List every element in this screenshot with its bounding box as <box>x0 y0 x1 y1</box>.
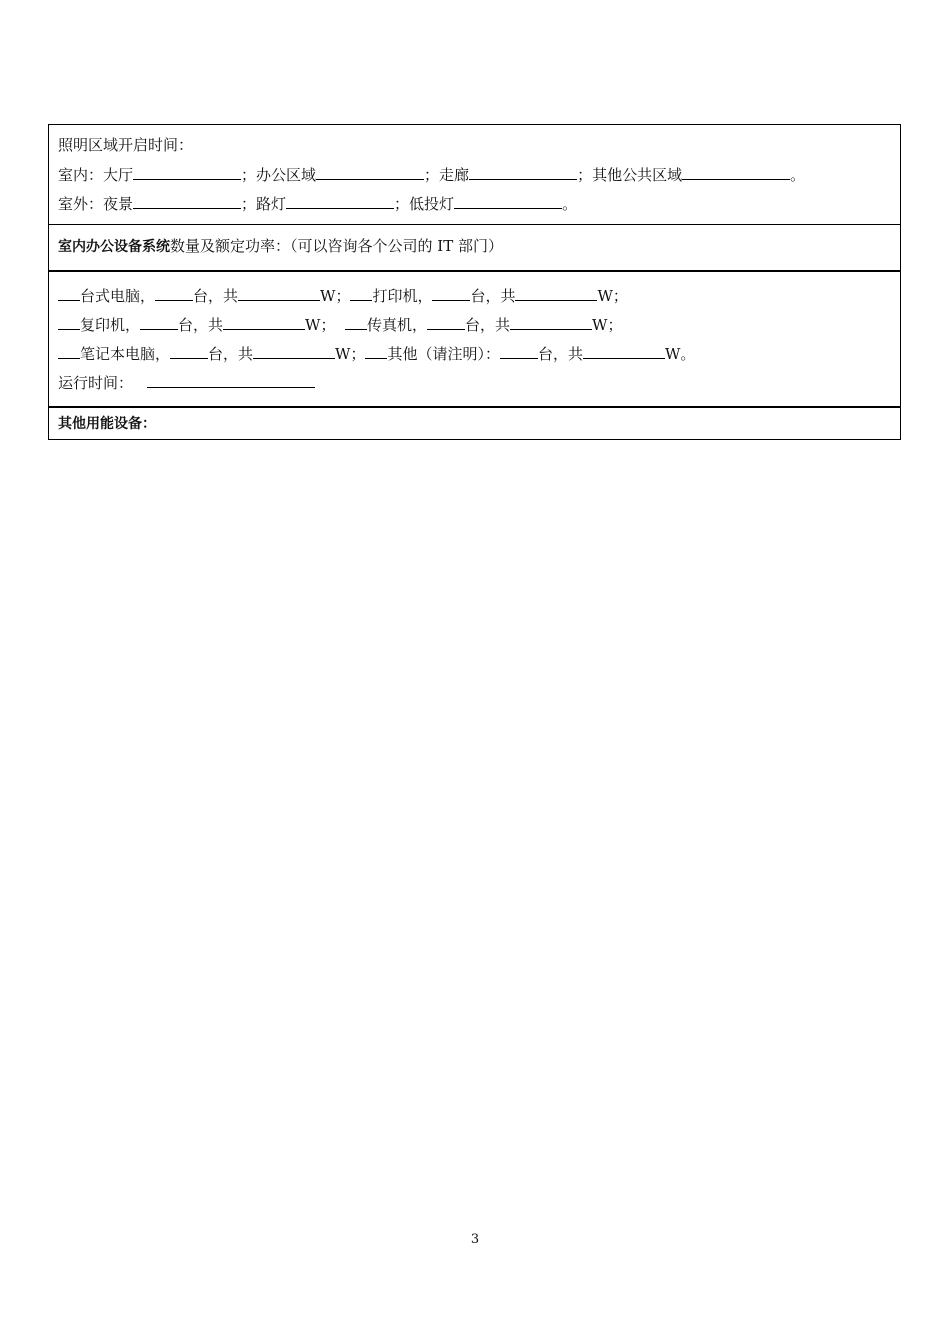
other-units-label: 台，共 <box>537 345 583 363</box>
office-header-rest: 数量及额定功率：（可以咨询各个公司的 IT 部门） <box>170 237 503 255</box>
low-projector-time-field[interactable] <box>454 193 562 209</box>
indoor-lighting-line <box>58 164 900 193</box>
printer-units-label: 台，共 <box>470 287 516 305</box>
other-units-field[interactable] <box>500 343 538 359</box>
street-light-time-field[interactable] <box>286 193 394 209</box>
outdoor-end-punct: 。 <box>562 195 578 213</box>
outdoor-label: 室外： <box>58 195 104 213</box>
laptop-label: 笔记本电脑， <box>80 345 171 363</box>
desktop-count-field[interactable] <box>58 285 80 301</box>
printer-units-field[interactable] <box>432 285 470 301</box>
copier-count-field[interactable] <box>58 314 80 330</box>
street-light-label: ；路灯 <box>241 195 287 213</box>
desktop-power-field[interactable] <box>238 285 320 301</box>
copier-power-field[interactable] <box>223 314 305 330</box>
corridor-label: ；走廊 <box>424 166 470 184</box>
lighting-header: 照明区域开启时间： <box>58 136 194 154</box>
page-number: 3 <box>470 1232 480 1247</box>
office-equipment-body <box>49 272 900 408</box>
copier-label: 复印机， <box>80 316 141 334</box>
office-equipment-header <box>49 225 900 272</box>
runtime-label: 运行时间： <box>58 374 134 392</box>
night-scene-label: 夜景 <box>103 195 134 213</box>
laptop-power-field[interactable] <box>253 343 335 359</box>
other-equipment-label: 其他（请注明）： <box>387 345 500 363</box>
laptop-count-field[interactable] <box>58 343 80 359</box>
other-equipment-header: 其他用能设备： <box>58 416 156 432</box>
runtime-line <box>58 372 900 401</box>
copier-units-field[interactable] <box>140 314 178 330</box>
printer-watt-label: W； <box>597 287 628 305</box>
fax-units-label: 台，共 <box>465 316 511 334</box>
indoor-label: 室内： <box>58 166 104 184</box>
fax-power-field[interactable] <box>510 314 592 330</box>
office-header-bold: 室内办公设备系统 <box>58 239 170 255</box>
office-area-label: ；办公区域 <box>241 166 317 184</box>
hall-time-field[interactable] <box>133 164 241 180</box>
copier-watt-label: W； <box>305 316 336 334</box>
printer-power-field[interactable] <box>515 285 597 301</box>
outdoor-lighting-line <box>58 193 900 222</box>
other-power-field[interactable] <box>583 343 665 359</box>
office-row-1 <box>58 285 900 314</box>
fax-units-field[interactable] <box>427 314 465 330</box>
other-equipment-section <box>49 408 900 439</box>
office-area-time-field[interactable] <box>316 164 424 180</box>
other-count-field[interactable] <box>365 343 387 359</box>
energy-survey-form <box>48 124 901 440</box>
low-projector-label: ；低投灯 <box>394 195 455 213</box>
other-watt-label: W。 <box>664 345 696 363</box>
desktop-units-label: 台，共 <box>193 287 239 305</box>
other-public-area-label: ；其他公共区域 <box>577 166 683 184</box>
lighting-section <box>49 125 900 225</box>
desktop-label: 台式电脑， <box>80 287 156 305</box>
hall-label: 大厅 <box>103 166 134 184</box>
copier-units-label: 台，共 <box>178 316 224 334</box>
laptop-watt-label: W； <box>335 345 366 363</box>
printer-count-field[interactable] <box>350 285 372 301</box>
indoor-end-punct: 。 <box>790 166 806 184</box>
fax-watt-label: W； <box>592 316 623 334</box>
other-public-area-time-field[interactable] <box>682 164 790 180</box>
office-row-3 <box>58 343 900 372</box>
fax-count-field[interactable] <box>345 314 367 330</box>
printer-label: 打印机， <box>372 287 433 305</box>
laptop-units-field[interactable] <box>170 343 208 359</box>
laptop-units-label: 台，共 <box>208 345 254 363</box>
runtime-field[interactable] <box>147 372 315 388</box>
fax-label: 传真机， <box>367 316 428 334</box>
desktop-units-field[interactable] <box>155 285 193 301</box>
night-scene-time-field[interactable] <box>133 193 241 209</box>
office-row-2 <box>58 314 900 343</box>
corridor-time-field[interactable] <box>469 164 577 180</box>
desktop-watt-label: W； <box>320 287 351 305</box>
